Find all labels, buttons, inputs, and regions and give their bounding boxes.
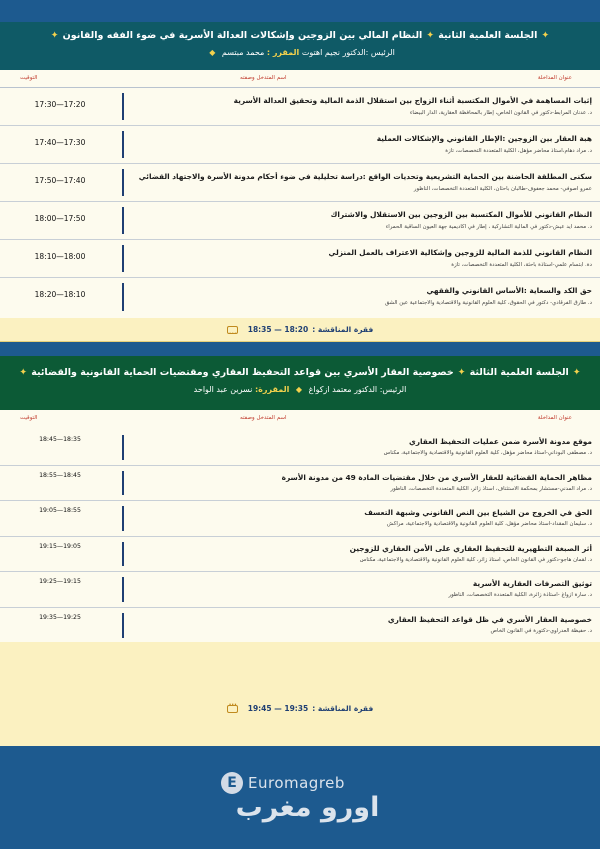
session2-chair: الرئيس :الدكتور نجيم اهتوت	[301, 48, 395, 57]
table-row	[0, 572, 600, 608]
middle-band	[0, 342, 600, 356]
session2-rapporteur-label: المقرر :	[266, 48, 300, 57]
row-divider	[122, 169, 124, 196]
table-row	[0, 278, 600, 316]
session3-title: الجلسة العلمية الثالثة	[469, 367, 569, 378]
talk-speaker: د. مراد المدني-مستشار بمحكمة الاستئناف، أستاذ زائر، الكلية المتعددة التخصصات، الناظور	[390, 485, 592, 492]
talk-time: 18:00—17:50	[34, 214, 86, 223]
row-divider	[122, 93, 124, 120]
talk-time: 19:15—19:05	[39, 542, 81, 550]
row-divider	[122, 471, 124, 496]
table-row	[0, 466, 600, 502]
column-speaker: اسم المتدخل وصفته	[240, 75, 287, 81]
talk-time: 19:05—18:55	[39, 507, 81, 514]
talk-speaker: د. عدنان المرابط-دكتور في القانون الخاص، إطار بالمحافظة العقارية، الدار البيضاء	[409, 110, 592, 116]
talk-time: 18:45—18:35	[39, 436, 81, 443]
talk-title: خصوصية العقار الأسري في ظل قواعد التحفيظ العقاري	[387, 614, 592, 624]
talk-speaker: د. سارة أزواغ -أستاذة زائرة، الكلية المتعددة التخصصات، الناظور	[448, 592, 592, 598]
session3-rapporteur-label: المقررة:	[254, 385, 290, 394]
talk-time: 18:10—18:00	[34, 252, 86, 261]
session2-chair-line	[0, 47, 600, 59]
talk-time: 19:35—19:25	[39, 613, 81, 621]
discussion-label: فقرة المناقشة :	[312, 704, 374, 713]
column-time: التوقيت	[20, 415, 38, 421]
talk-speaker: دة. ابتسام علمي-أستاذة باحثة، الكلية المتعددة التخصصات، تازة	[451, 262, 592, 268]
row-divider	[122, 542, 124, 567]
table-row	[0, 430, 600, 466]
session2-column-headers	[0, 70, 600, 88]
session2-title: الجلسة العلمية الثانية	[438, 30, 538, 41]
talk-speaker: د. مصطفى البوداني-أستاذ محاضر مؤهل، كلية العلوم القانونية والاقتصادية والاجتماعية، مكناس	[383, 450, 592, 456]
session2-discussion	[0, 318, 600, 342]
talk-title: سكنى المطلقة الحاضنة بين الحماية التشريعية وتحديات الواقع :دراسة تحليلية في ضوء أحكام مدونة الأسرة والاجتهاد القضائي	[138, 172, 592, 181]
session3-chair: الرئيس: الدكتور معتمد ازكواغ	[308, 385, 407, 394]
talk-title: توثيق التصرفات العقارية الأسرية	[472, 579, 592, 588]
session3-rapporteur: نسرين عبد الواحد	[193, 385, 253, 394]
session2-subtitle: النظام المالي بين الزوجين وإشكالات العدالة الأسرية في ضوء الفقه والقانون	[62, 30, 423, 41]
row-divider	[122, 613, 124, 639]
star-icon: ✦	[50, 30, 59, 41]
session2-title-line	[0, 22, 600, 43]
column-speaker: اسم المتدخل وصفته	[240, 415, 287, 421]
row-divider	[122, 245, 124, 272]
talk-title: النظام القانوني للذمة المالية للزوجين وإشكالية الاعتراف بالعمل المنزلي	[328, 248, 592, 257]
row-divider	[122, 283, 124, 311]
table-row	[0, 202, 600, 240]
session3-table	[0, 410, 600, 642]
talk-time: 19:25—19:15	[39, 578, 81, 585]
session2-header	[0, 22, 600, 70]
talk-title: مظاهر الحماية القضائية للعقار الأسري من خلال مقتضيات المادة 49 من مدونة الأسرة	[281, 472, 592, 482]
talk-title: إثبات المساهمة في الأموال المكتسبة أثناء الزواج بين استقلال الذمة المالية وتحقيق العدالة الأسرية	[233, 96, 592, 105]
session3-header	[0, 356, 600, 410]
chat-icon	[227, 705, 238, 713]
star-icon: ✦	[19, 367, 28, 378]
discussion-time: 19:45 — 19:35	[247, 704, 309, 713]
session3-subtitle: خصوصية العقار الأسري بين قواعد التحفيظ العقاري ومقتضيات الحماية القانونية والقضائية	[31, 367, 454, 378]
talk-title: الحق في الخروج من الشياع بين النص القانوني وشبهة التعسف	[364, 508, 592, 517]
session3-chair-line	[0, 384, 600, 396]
row-divider	[122, 435, 124, 460]
talk-speaker: د. طارق الفرقادي- دكتور في الحقوق، كلية العلوم القانونية والاقتصادية والاجتماعية عين الشق	[385, 300, 592, 306]
chat-icon	[227, 326, 238, 334]
session2-table	[0, 70, 600, 318]
talk-time: 18:20—18:10	[34, 290, 86, 299]
row-divider	[122, 506, 124, 531]
star-icon: ✦	[426, 30, 435, 41]
table-row	[0, 88, 600, 126]
talk-title: هبة العقار بين الزوجين :الإطار القانوني والإشكالات العملية	[376, 134, 592, 143]
talk-title: حق الكد والسعاية :الأساس القانوني والفقهي	[426, 286, 592, 295]
talk-title: أثر الصبغة التطهيرية للتحفيظ العقاري على الأمن العقاري للزوجين	[349, 543, 592, 553]
star-icon: ✦	[457, 367, 466, 378]
session3-column-headers	[0, 410, 600, 430]
column-time: التوقيت	[20, 75, 38, 81]
talk-time: 18:55—18:45	[39, 471, 81, 479]
talk-title: موقع مدونة الأسرة ضمن عمليات التحفيظ العقاري	[409, 437, 592, 446]
talk-time: 17:30—17:20	[34, 100, 86, 109]
table-row	[0, 126, 600, 164]
table-row	[0, 164, 600, 202]
talk-speaker: د. حفيظة العدراوي-دكتورة في القانون الخاص	[490, 627, 592, 634]
table-row	[0, 537, 600, 573]
session3-discussion	[0, 642, 600, 746]
diamond-icon: ◆	[209, 48, 216, 57]
row-divider	[122, 207, 124, 234]
talk-time: 17:50—17:40	[34, 176, 86, 185]
brand-name-en: Euromagreb	[248, 774, 345, 792]
column-title: عنوان المداخلة	[537, 75, 572, 81]
diamond-icon: ◆	[295, 385, 303, 394]
session3-title-line	[0, 356, 600, 380]
table-row	[0, 608, 600, 644]
top-band	[0, 0, 600, 22]
discussion-time: 18:35 — 18:20	[247, 325, 309, 334]
talk-time: 17:40—17:30	[34, 138, 86, 147]
table-row	[0, 240, 600, 278]
talk-title: النظام القانوني للأموال المكتسبة بين الزوجين بين الاستقلال والاشتراك	[330, 210, 592, 219]
euromagreb-logo-icon: E	[221, 772, 243, 794]
talk-speaker: د. لقمان هاجو-دكتور في القانون الخاص، أستاذ زائر، كلية العلوم القانونية والاقتصادية والاجتماعية، مكناس	[359, 556, 592, 563]
discussion-label: فقرة المناقشة :	[312, 325, 374, 334]
row-divider	[122, 577, 124, 602]
star-icon: ✦	[572, 367, 581, 378]
star-icon: ✦	[541, 30, 550, 41]
talk-speaker: د. سليمان المقداد-أستاذ محاضر مؤهل، كلية العلوم القانونية والاقتصادية والاجتماعية، مراكش	[386, 521, 592, 527]
table-row	[0, 501, 600, 537]
row-divider	[122, 131, 124, 158]
talk-speaker: د. مراد دهام،أستاذ محاضر مؤهل، الكلية المتعددة التخصصات، تازة	[445, 148, 592, 154]
column-title: عنوان المداخلة	[537, 415, 572, 421]
talk-speaker: د. محمد أيد عيش-دكتور في المالية التشاركية ، إطار في أكاديمية جهة العيون الساقية الحمراء	[385, 224, 592, 230]
brand-name-ar: اورو مغرب	[235, 792, 380, 823]
session2-rapporteur: محمد مبتسم	[221, 48, 265, 57]
talk-speaker: عمرو أصوفي- محمد جعفوف-طالبان باحثان، الكلية المتعددة التخصصات، الناظور	[413, 186, 592, 192]
